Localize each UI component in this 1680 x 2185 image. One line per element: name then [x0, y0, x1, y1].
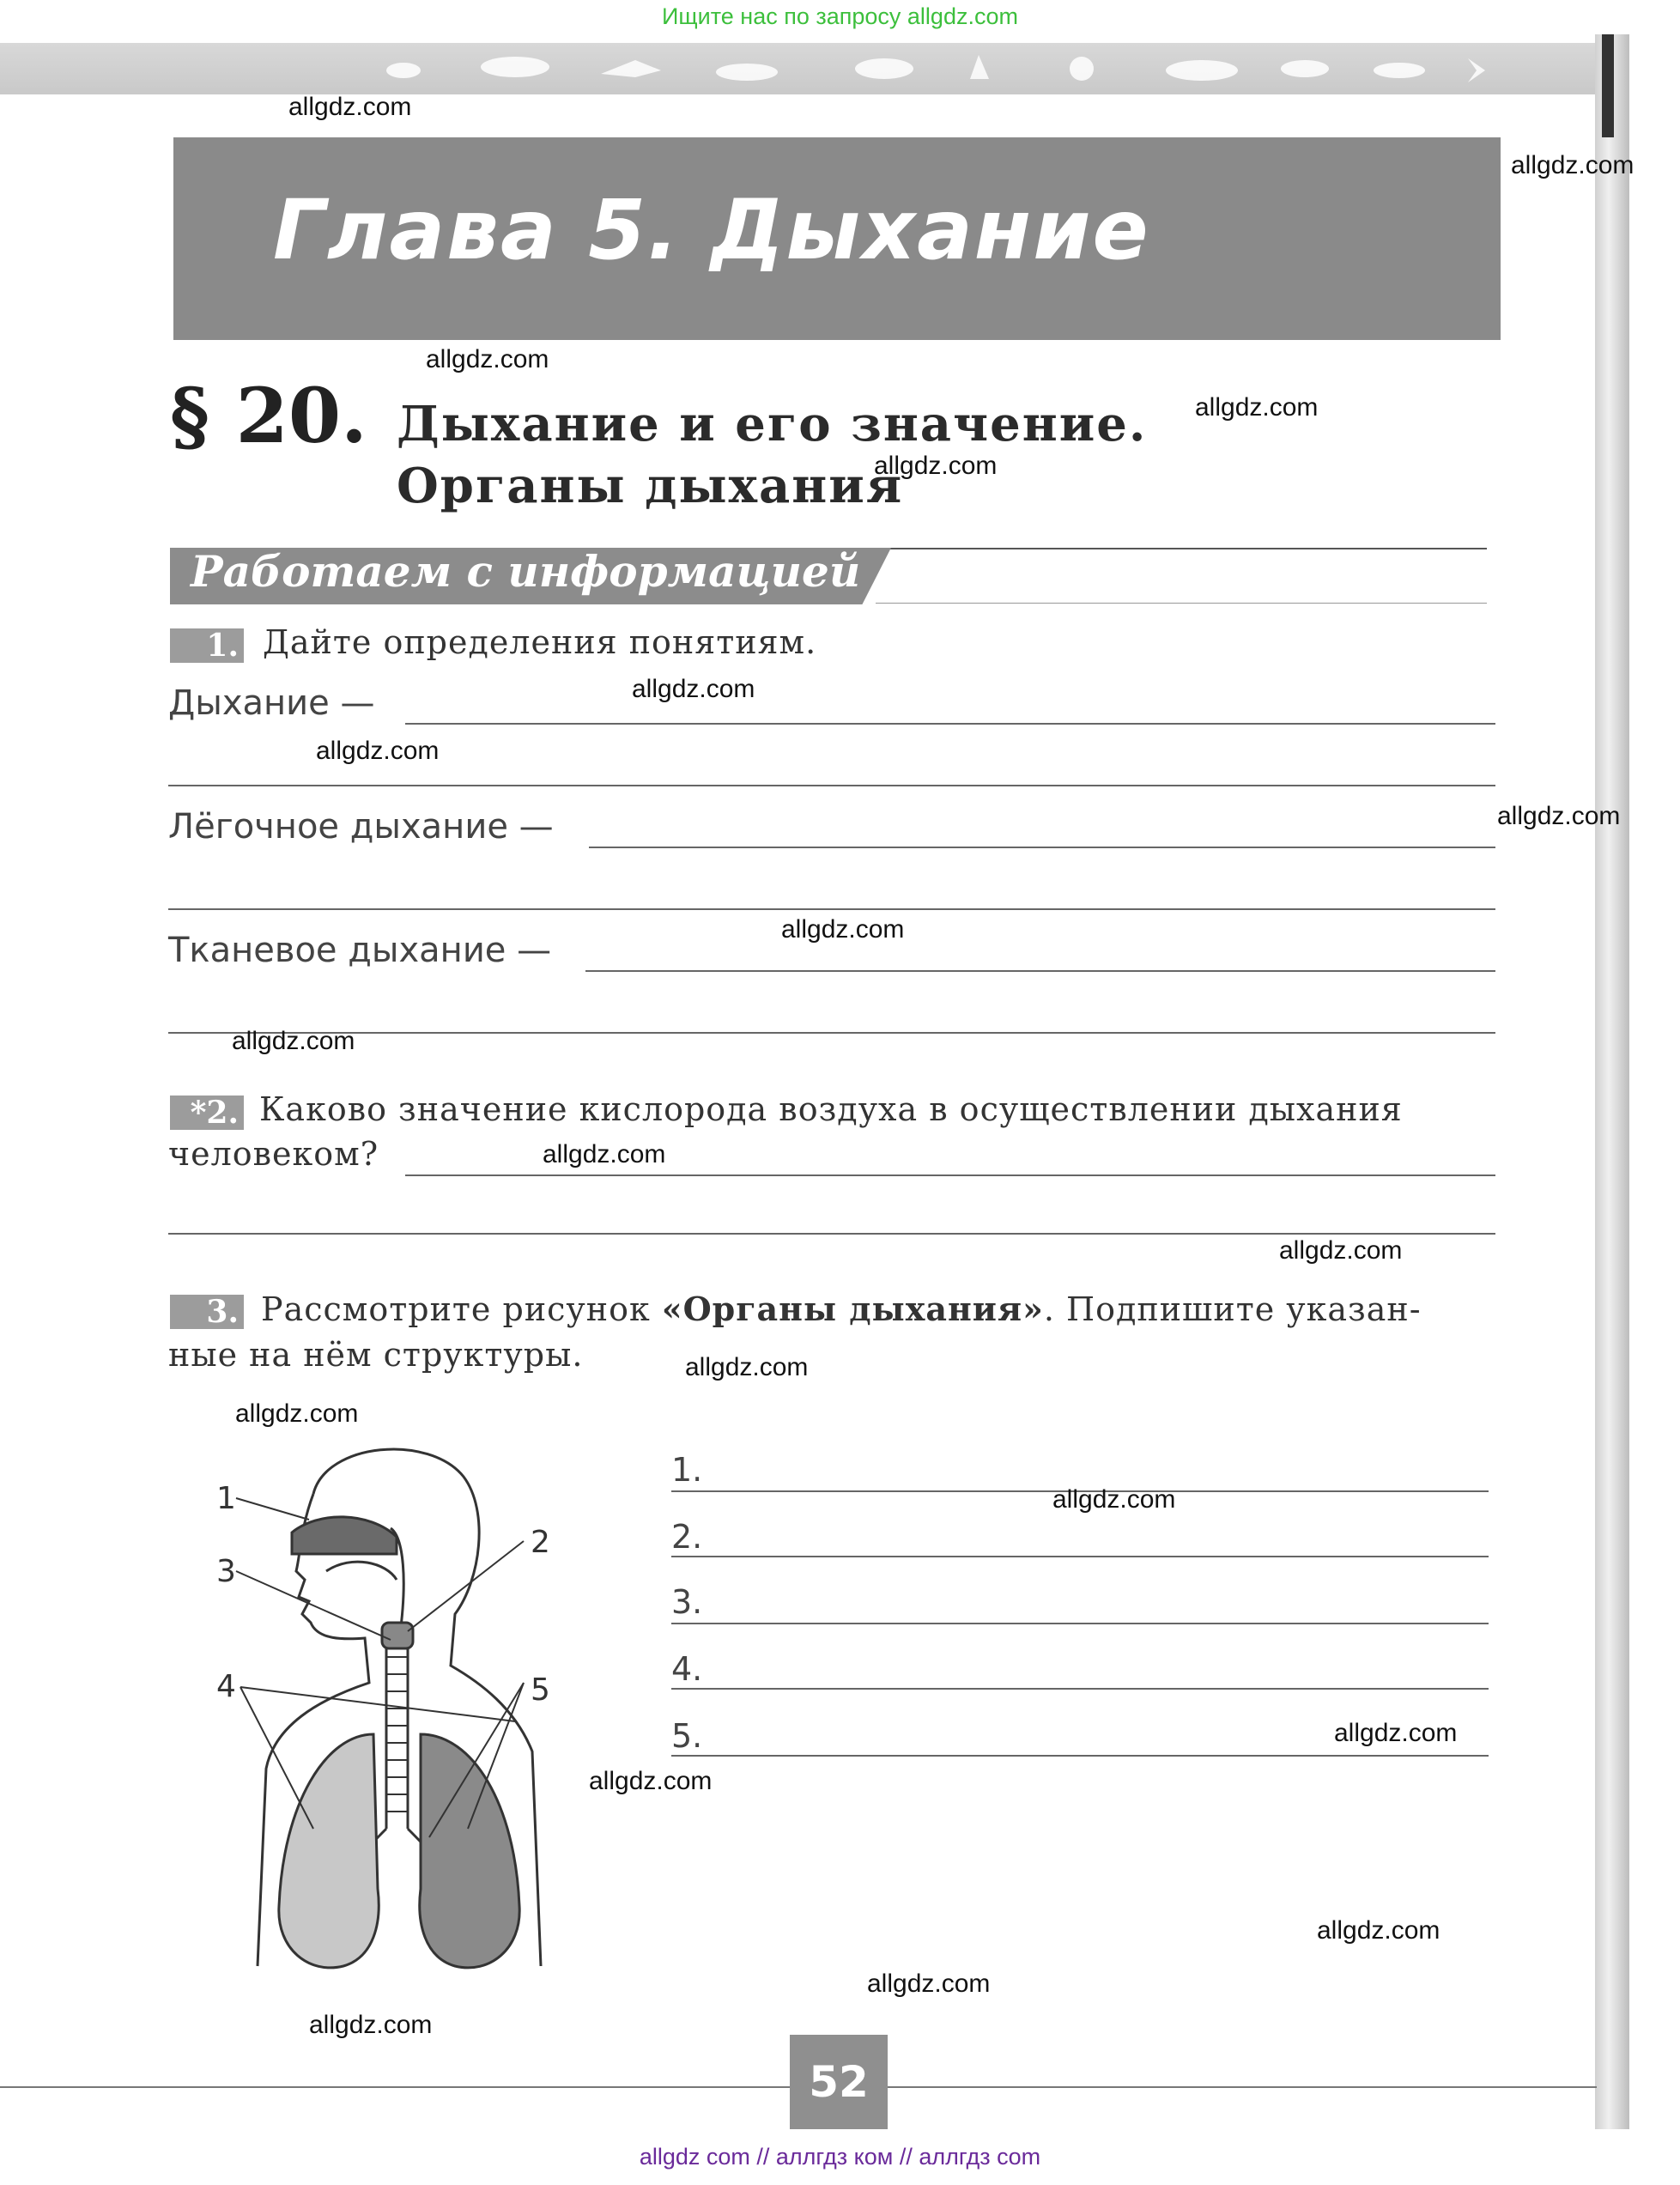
watermark: allgdz.com [1497, 802, 1621, 830]
watermark: allgdz.com [232, 1027, 355, 1055]
task-2-text-line-2: человеком? [168, 1135, 379, 1173]
oral-cavity-shape [326, 1562, 397, 1580]
task-3-text-part-c: . Подпишите указан- [1043, 1290, 1422, 1328]
answer-line-structure-5[interactable] [671, 1755, 1489, 1757]
chapter-title: Глава 5. Дыхание [273, 182, 1150, 278]
watermark: allgdz.com [781, 915, 905, 944]
task-3-text-part-a: Рассмотрите рисунок [261, 1290, 662, 1328]
watermark: allgdz.com [685, 1353, 809, 1381]
paragraph-title-line-2: Органы дыхания [397, 458, 904, 514]
animal-silhouettes-icon [378, 48, 1511, 91]
figure-label-2: 2 [531, 1525, 550, 1560]
answer-label-1: 1. [671, 1451, 703, 1489]
term-tissue-breathing: Тканевое дыхание — [168, 931, 552, 970]
watermark: allgdz.com [589, 1767, 713, 1795]
watermark: allgdz.com [316, 737, 440, 765]
answer-line-breathing-2[interactable] [168, 785, 1495, 786]
answer-line-tissue-2[interactable] [168, 1032, 1495, 1034]
watermark: allgdz.com [1511, 151, 1635, 179]
task-1-text: Дайте определения понятиям. [263, 623, 817, 661]
nasal-cavity-shape [292, 1517, 397, 1554]
watermark: allgdz.com [867, 1970, 991, 1998]
answer-line-pulmonary-1[interactable] [589, 847, 1495, 848]
leader-line-2 [408, 1541, 524, 1631]
answer-label-4: 4. [671, 1650, 703, 1688]
task-3-text-line-1 [261, 1290, 1422, 1328]
figure-label-1: 1 [216, 1481, 236, 1516]
watermark: allgdz.com [235, 1399, 359, 1428]
task-2-number: *2. [170, 1096, 244, 1130]
larynx-shape [382, 1623, 413, 1648]
watermark: allgdz.com [874, 452, 998, 480]
footer-text: allgdz com // аллгдз ком // аллгдз com [639, 2144, 1041, 2170]
leader-line-4a [240, 1687, 313, 1829]
paragraph-title-line-1: Дыхание и его значение. [397, 396, 1148, 452]
task-3-figure-name: «Органы дыхания» [661, 1290, 1044, 1328]
respiratory-organs-figure [172, 1425, 618, 1975]
answer-line-task2-1[interactable] [405, 1174, 1495, 1176]
term-breathing: Дыхание — [168, 683, 375, 723]
left-lung-shape [279, 1734, 379, 1968]
paragraph-number: § 20. [170, 371, 367, 460]
section-divider [876, 603, 1487, 604]
answer-line-structure-3[interactable] [671, 1623, 1489, 1624]
answer-label-2: 2. [671, 1518, 703, 1556]
watermark: allgdz.com [1052, 1485, 1176, 1514]
watermark: allgdz.com [309, 2011, 433, 2039]
watermark: allgdz.com [1279, 1236, 1403, 1265]
answer-line-breathing-1[interactable] [405, 723, 1495, 725]
trachea-shape [386, 1640, 408, 1829]
watermark: allgdz.com [1317, 1916, 1440, 1945]
right-lung-shape [420, 1734, 519, 1968]
animal-silhouette-strip [0, 43, 1597, 94]
answer-label-3: 3. [671, 1583, 703, 1621]
answer-line-structure-2[interactable] [671, 1556, 1489, 1557]
book-spine [1595, 34, 1629, 2129]
leader-line-4b [240, 1687, 515, 1721]
task-2-text-line-1: Каково значение кислорода воздуха в осуществлении дыхания [259, 1090, 1403, 1128]
task-3-text-line-2: ные на нём структуры. [168, 1336, 584, 1374]
watermark: allgdz.com [1195, 393, 1319, 422]
answer-line-structure-4[interactable] [671, 1688, 1489, 1690]
watermark: allgdz.com [426, 345, 549, 373]
watermark: allgdz.com [1334, 1719, 1458, 1747]
figure-label-3: 3 [216, 1554, 236, 1589]
figure-label-4: 4 [216, 1669, 236, 1704]
book-spine-shadow [1602, 34, 1614, 137]
answer-line-tissue-1[interactable] [585, 970, 1495, 972]
task-1-number: 1. [170, 628, 244, 663]
leader-line-1 [236, 1498, 309, 1520]
answer-line-task2-2[interactable] [168, 1233, 1495, 1235]
paragraph-title [397, 393, 1147, 517]
watermark: allgdz.com [543, 1140, 666, 1168]
trachea-rings [386, 1657, 408, 1812]
watermark: allgdz.com [632, 675, 755, 703]
answer-line-pulmonary-2[interactable] [168, 908, 1495, 910]
term-pulmonary-breathing: Лёгочное дыхание — [168, 807, 554, 847]
top-banner: Ищите нас по запросу allgdz.com [662, 3, 1018, 29]
watermark: allgdz.com [288, 93, 412, 121]
task-3-number: 3. [170, 1295, 244, 1329]
leader-line-3 [236, 1571, 391, 1640]
page-number: 52 [790, 2035, 888, 2129]
figure-label-5: 5 [531, 1672, 550, 1708]
answer-label-5: 5. [671, 1717, 703, 1755]
section-label: Работаем с информацией [191, 546, 861, 597]
